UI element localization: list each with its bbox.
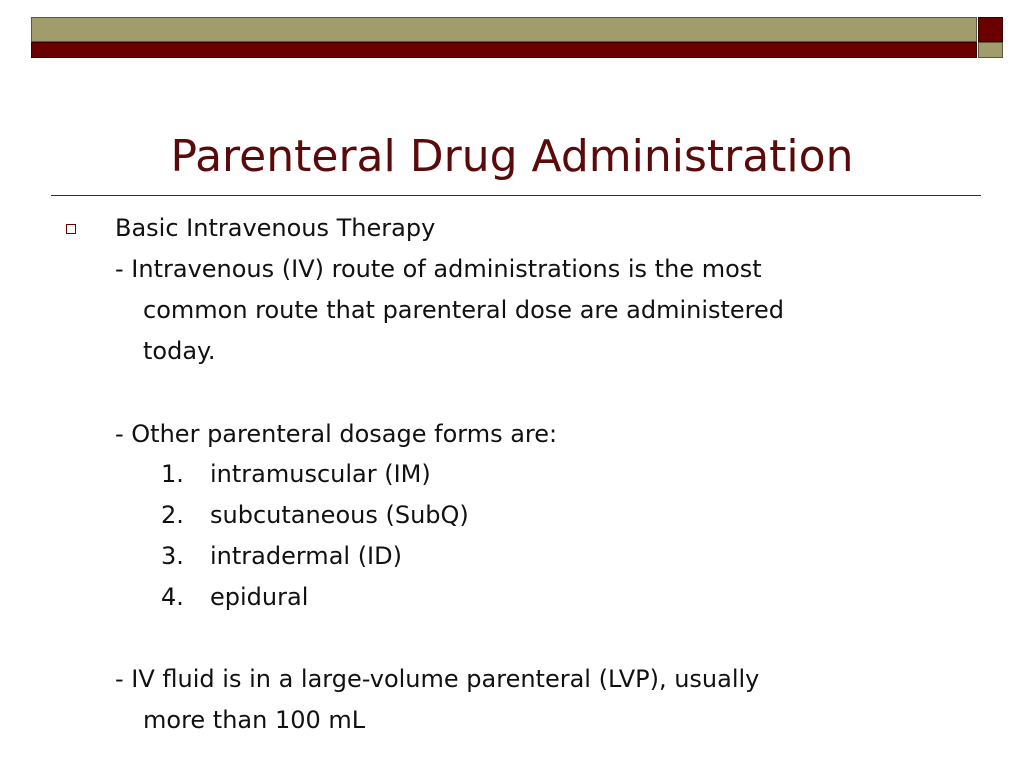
list-item-number: 3. — [161, 542, 184, 570]
bullet-heading: Basic Intravenous Therapy — [115, 214, 436, 242]
lvp-line-1: - IV fluid is in a large-volume parenteral (LVP), usually — [115, 665, 760, 693]
header-square-maroon — [978, 17, 1003, 42]
list-item — [161, 459, 431, 489]
iv-route-line-1: - Intravenous (IV) route of administrations is the most — [115, 255, 762, 283]
iv-route-line-3: today. — [143, 337, 216, 365]
list-item-number: 1. — [161, 460, 184, 488]
iv-route-line-2: common route that parenteral dose are administered — [143, 296, 785, 324]
header-band-olive — [31, 17, 977, 42]
title-divider — [51, 195, 981, 196]
lvp-line-2: more than 100 mL — [143, 706, 366, 734]
list-item-number: 2. — [161, 501, 184, 529]
list-item — [161, 582, 308, 612]
list-item-text: epidural — [210, 583, 309, 611]
hollow-square-bullet-icon — [66, 224, 76, 234]
list-item-text: subcutaneous (SubQ) — [210, 501, 469, 529]
other-forms-intro: - Other parenteral dosage forms are: — [115, 420, 558, 448]
list-item-text: intradermal (ID) — [210, 542, 402, 570]
slide-title: Parenteral Drug Administration — [170, 131, 854, 182]
header-square-olive — [978, 42, 1003, 58]
list-item — [161, 541, 402, 571]
list-item-text: intramuscular (IM) — [210, 460, 431, 488]
list-item-number: 4. — [161, 583, 184, 611]
header-band-maroon — [31, 42, 977, 58]
list-item — [161, 500, 469, 530]
